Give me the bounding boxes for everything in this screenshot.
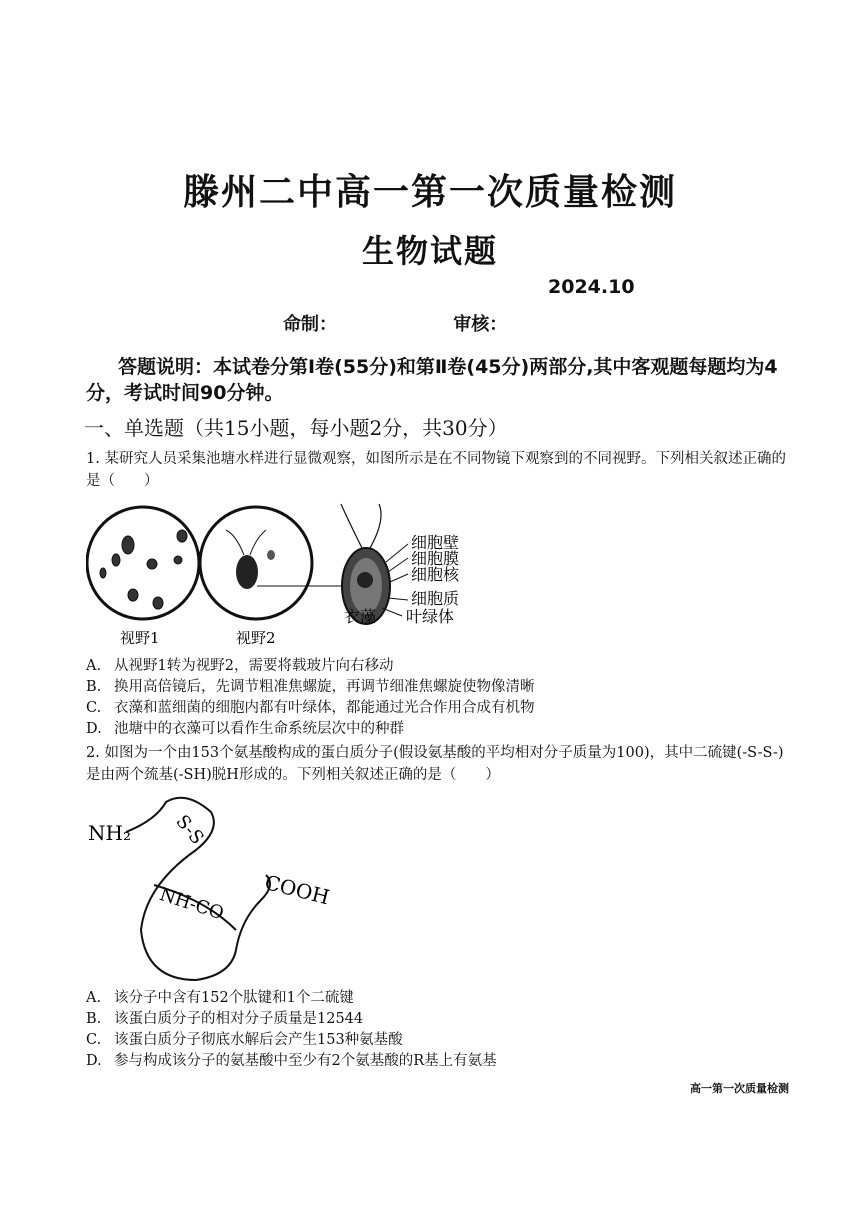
option-text: 池塘中的衣藻可以看作生命系统层次中的种群 bbox=[114, 721, 404, 737]
option-letter: C. bbox=[86, 700, 102, 716]
option-letter: A. bbox=[86, 990, 102, 1006]
option-1c[interactable] bbox=[86, 698, 786, 719]
view1-circle bbox=[87, 507, 199, 619]
label-nucleus: 细胞核 bbox=[411, 565, 460, 584]
exam-date: 2024.10 bbox=[548, 276, 635, 298]
option-1d[interactable] bbox=[86, 719, 786, 740]
chlamydomonas-drawing bbox=[341, 504, 390, 624]
option-text: 从视野1转为视野2，需要将载玻片向右移动 bbox=[114, 658, 394, 674]
option-letter: C. bbox=[86, 1032, 102, 1048]
option-letter: B. bbox=[86, 1011, 102, 1027]
question-1-options bbox=[86, 656, 786, 740]
page-footer: 高一第一次质量检测 bbox=[690, 1082, 789, 1095]
author-label: 命制： bbox=[283, 314, 337, 335]
option-2d[interactable] bbox=[86, 1051, 786, 1072]
reviewer-label: 审核： bbox=[453, 314, 508, 335]
author-line bbox=[283, 310, 507, 336]
section-title: 一、单选题（共15小题，每小题2分，共30分） bbox=[84, 416, 508, 440]
label-nh2: NH₂ bbox=[88, 821, 131, 845]
question-2-stem: 2. 如图为一个由153个氨基酸构成的蛋白质分子(假设氨基酸的平均相对分子质量为100)，其中二硫键(-S-S-)是由两个巯基(-SH)脱H形成的。下列相关叙述正确的是（ ） bbox=[86, 745, 784, 783]
option-letter: A. bbox=[86, 658, 102, 674]
exam-title: 滕州二中高一第一次质量检测 bbox=[182, 172, 677, 213]
question-1-stem: 1. 某研究人员采集池塘水样进行显微观察，如图所示是在不同物镜下观察到的不同视野。下列相关叙述正确的是（ ） bbox=[86, 451, 786, 489]
label-cell-membrane: 细胞膜 bbox=[411, 549, 460, 568]
option-2b[interactable] bbox=[86, 1009, 786, 1030]
label-organism: 衣藻 bbox=[344, 607, 377, 626]
option-letter: D. bbox=[86, 721, 102, 737]
option-letter: D. bbox=[86, 1053, 102, 1069]
option-1b[interactable] bbox=[86, 677, 786, 698]
label-cytoplasm: 细胞质 bbox=[411, 589, 460, 608]
option-text: 该分子中含有152个肽键和1个二硫键 bbox=[114, 990, 354, 1006]
exam-subtitle: 生物试题 bbox=[361, 232, 498, 270]
label-ss: S-S bbox=[171, 811, 208, 849]
label-chloroplast: 叶绿体 bbox=[406, 607, 455, 626]
label-cell-wall: 细胞壁 bbox=[411, 533, 460, 552]
label-nhco: NH-CO bbox=[156, 883, 227, 925]
label-view2: 视野2 bbox=[236, 629, 276, 647]
option-2c[interactable] bbox=[86, 1030, 786, 1051]
option-text: 换用高倍镜后，先调节粗准焦螺旋，再调节细准焦螺旋使物像清晰 bbox=[114, 679, 535, 695]
view1-cells bbox=[100, 530, 187, 609]
option-2a[interactable] bbox=[86, 988, 786, 1009]
option-text: 该蛋白质分子彻底水解后会产生153种氨基酸 bbox=[114, 1032, 403, 1048]
label-view1: 视野1 bbox=[120, 629, 160, 647]
instructions: 答题说明：本试卷分第Ⅰ卷(55分)和第Ⅱ卷(45分)两部分,其中客观题每题均为4分，考试时间90分钟。 bbox=[86, 356, 778, 404]
label-cooh: COOH bbox=[262, 870, 332, 910]
q1-microscope-figure bbox=[86, 500, 486, 652]
option-text: 衣藻和蓝细菌的细胞内都有叶绿体，都能通过光合作用合成有机物 bbox=[114, 700, 535, 716]
view2-cell bbox=[236, 555, 258, 589]
option-text: 参与构成该分子的氨基酸中至少有2个氨基酸的R基上有氨基 bbox=[114, 1053, 497, 1069]
question-2-options bbox=[86, 988, 786, 1072]
option-letter: B. bbox=[86, 679, 102, 695]
option-1a[interactable] bbox=[86, 656, 786, 677]
q2-protein-figure bbox=[86, 790, 346, 985]
option-text: 该蛋白质分子的相对分子质量是12544 bbox=[114, 1011, 364, 1027]
